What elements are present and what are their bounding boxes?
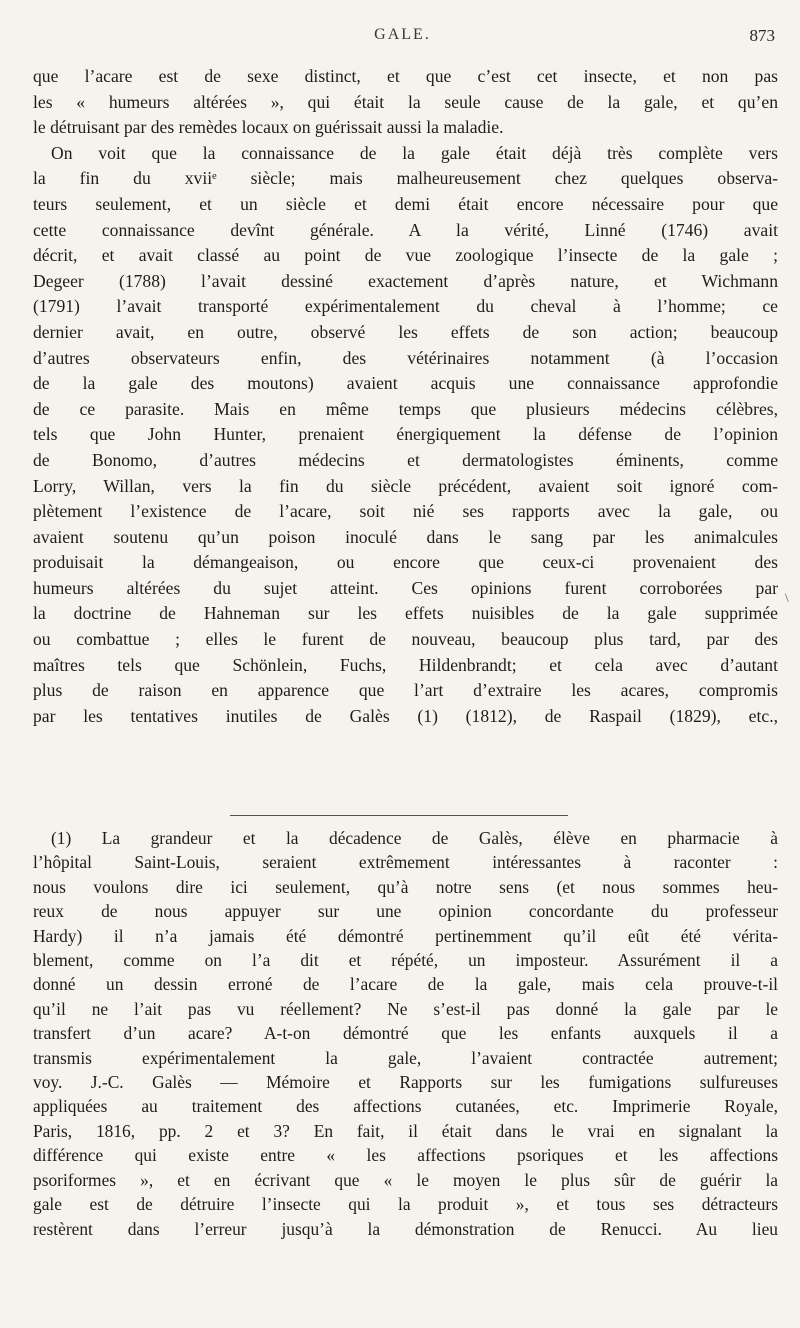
footnote-line: Hardy) il n’a jamais été démontré pertinemment qu’il eût été vérita- <box>33 925 778 946</box>
running-head: GALE. <box>374 26 431 43</box>
footnote-line: reux de nous appuyer sur une opinion concordante du professeur <box>33 901 778 922</box>
footnote-line: transfert d’un acare? A-t-on démontré que les enfants auxquels il a <box>33 1023 778 1044</box>
text-line: la fin du xviiᵉ siècle; mais malheureusement chez quelques observa- <box>33 168 778 189</box>
main-text <box>33 64 778 729</box>
text-line: Lorry, Willan, vers la fin du siècle précédent, avaient soit ignoré com- <box>33 475 778 496</box>
text-line: plètement l’existence de l’acare, soit nié ses rapports avec la gale, ou <box>33 501 778 522</box>
footnote <box>33 826 778 1241</box>
text-line: humeurs altérées du sujet atteint. Ces opinions furent corroborées par <box>33 577 778 598</box>
text-line: (1791) l’avait transporté expérimentalement du cheval à l’homme; ce <box>33 296 778 317</box>
footnote-line: transmis expérimentalement la gale, l’avaient contractée autrement; <box>33 1047 778 1068</box>
footnote-line: différence qui existe entre « les affections psoriques et les affections <box>33 1145 778 1166</box>
page-number: 873 <box>749 26 775 45</box>
footnote-line: appliquées au traitement des affections cutanées, etc. Imprimerie Royale, <box>33 1096 778 1117</box>
footnote-line: (1) La grandeur et la décadence de Galès, élève en pharmacie à <box>51 828 778 848</box>
footnote-rule <box>230 815 568 816</box>
text-line: produisait la démangeaison, ou encore que ceux-ci provenaient des <box>33 552 778 573</box>
text-line: la doctrine de Hahneman sur les effets nuisibles de la gale supprimée <box>33 603 778 624</box>
margin-mark: \ <box>785 590 789 605</box>
text-line: de ce parasite. Mais en même temps que plusieurs médecins célèbres, <box>33 398 778 419</box>
footnote-line: nous voulons dire ici seulement, qu’à notre sens (et nous sommes heu- <box>33 876 778 897</box>
text-line: le détruisant par des remèdes locaux on guérissait aussi la maladie. <box>33 117 504 138</box>
text-line: tels que John Hunter, prenaient énergiquement la défense de l’opinion <box>33 424 778 445</box>
text-line: décrit, et avait classé au point de vue zoologique l’insecte de la gale ; <box>33 245 778 266</box>
footnote-line: voy. J.-C. Galès — Mémoire et Rapports sur les fumigations sulfureuses <box>33 1072 778 1093</box>
text-line: On voit que la connaissance de la gale était déjà très complète vers <box>51 142 778 163</box>
text-line: Degeer (1788) l’avait dessiné exactement d’après nature, et Wichmann <box>33 270 778 291</box>
text-line: maîtres tels que Schönlein, Fuchs, Hildenbrandt; et cela avec d’autant <box>33 654 778 675</box>
text-line: les « humeurs altérées », qui était la seule cause de la gale, et qu’en <box>33 91 778 112</box>
text-line: que l’acare est de sexe distinct, et que c’est cet insecte, et non pas <box>33 66 778 86</box>
footnote-line: Paris, 1816, pp. 2 et 3? En fait, il était dans le vrai en signalant la <box>33 1120 778 1141</box>
footnote-line: qu’il ne l’ait pas vu réellement? Ne s’est-il pas donné la gale par le <box>33 998 778 1019</box>
text-line: dernier avait, en outre, observé les effets de son action; beaucoup <box>33 321 778 342</box>
text-line: par les tentatives inutiles de Galès (1) (1812), de Raspail (1829), etc., <box>33 705 778 726</box>
text-line: cette connaissance devînt générale. A la vérité, Linné (1746) avait <box>33 219 778 240</box>
text-line: ou combattue ; elles le furent de nouveau, beaucoup plus tard, par des <box>33 629 778 650</box>
text-line: avaient soutenu qu’un poison inoculé dans le sang par les animalcules <box>33 526 778 547</box>
footnote-line: l’hôpital Saint-Louis, seraient extrêmement intéressantes à raconter : <box>33 852 778 873</box>
text-line: de Bonomo, d’autres médecins et dermatologistes éminents, comme <box>33 449 778 470</box>
text-line: teurs seulement, et un siècle et demi était encore nécessaire pour que <box>33 193 778 214</box>
text-line: plus de raison en apparence que l’art d’extraire les acares, compromis <box>33 680 778 701</box>
footnote-line: psoriformes », et en écrivant que « le moyen le plus sûr de guérir la <box>33 1169 778 1190</box>
text-line: de la gale des moutons) avaient acquis une connaissance approfondie <box>33 373 778 394</box>
page-header <box>30 26 775 50</box>
footnote-line: restèrent dans l’erreur jusqu’à la démonstration de Renucci. Au lieu <box>33 1218 778 1239</box>
footnote-line: donné un dessin erroné de l’acare de la gale, mais cela prouve-t-il <box>33 974 778 995</box>
footnote-line: blement, comme on l’a dit et répété, un imposteur. Assurément il a <box>33 950 778 971</box>
text-line: d’autres observateurs enfin, des vétérinaires notamment (à l’occasion <box>33 347 778 368</box>
footnote-line: gale est de détruire l’insecte qui la produit », et tous ses détracteurs <box>33 1194 778 1215</box>
